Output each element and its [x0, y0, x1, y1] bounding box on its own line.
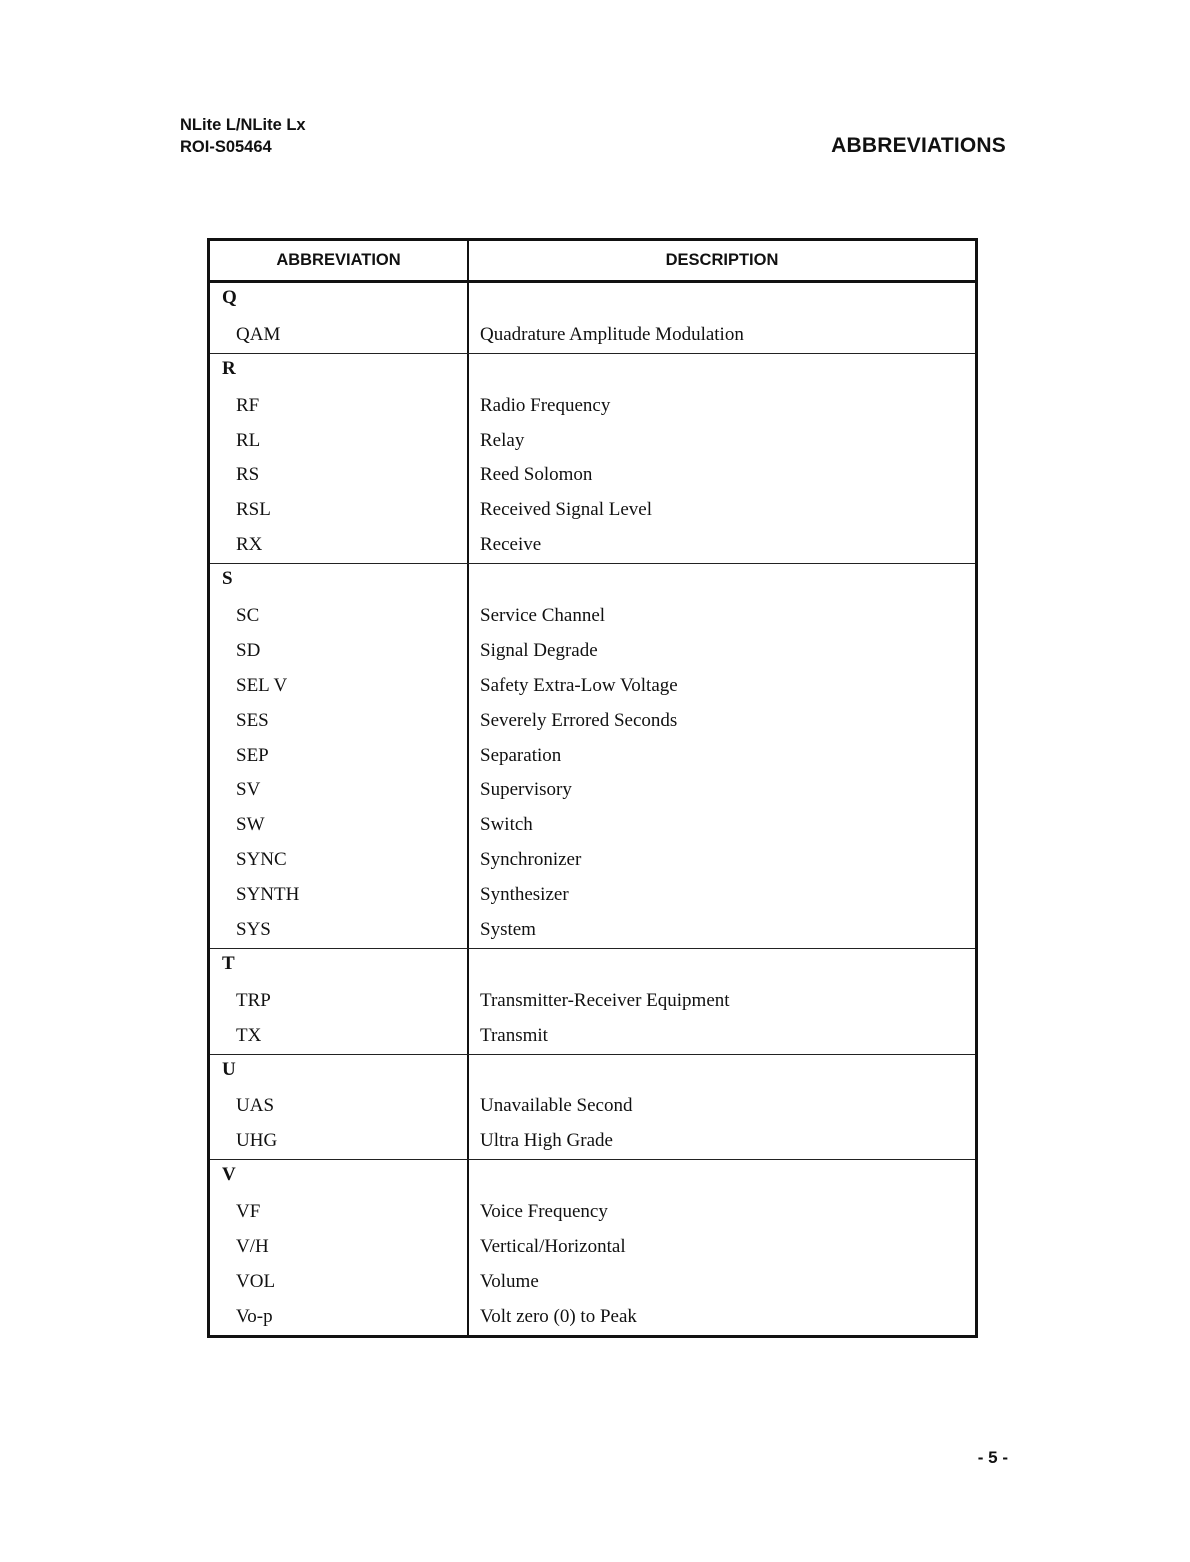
abbreviation-cell: SD [236, 639, 261, 661]
abbreviation-cell: SYNTH [236, 884, 300, 906]
description-cell: Quadrature Amplitude Modulation [480, 323, 744, 345]
abbreviation-cell: TX [236, 1024, 262, 1046]
description-cell: Radio Frequency [480, 394, 611, 416]
letter-group-r [210, 354, 975, 564]
abbreviations-table [207, 238, 978, 1338]
abbreviation-cell: VOL [236, 1270, 276, 1292]
description-column [469, 354, 975, 563]
product-name: NLite L/NLite Lx [180, 116, 306, 134]
description-cell: Ultra High Grade [480, 1130, 613, 1152]
abbreviation-cell: UAS [236, 1095, 275, 1117]
abbreviation-column [210, 283, 469, 353]
abbreviation-column [210, 354, 469, 563]
group-spacer [469, 1055, 975, 1090]
group-letter: S [222, 568, 233, 590]
description-cell: Synchronizer [480, 849, 582, 871]
letter-group-v [210, 1160, 975, 1334]
document-header [180, 114, 306, 158]
description-cell: Service Channel [480, 605, 606, 627]
description-cell: Transmitter-Receiver Equipment [480, 989, 730, 1011]
abbreviation-cell: SYNC [236, 849, 287, 871]
table-body [210, 283, 975, 1335]
abbreviation-cell: RF [236, 394, 260, 416]
letter-group-u [210, 1055, 975, 1161]
group-spacer [469, 354, 975, 389]
description-cell: Received Signal Level [480, 499, 652, 521]
description-cell: Severely Errored Seconds [480, 709, 678, 731]
column-header-abbreviation: ABBREVIATION [210, 241, 469, 280]
description-cell: Safety Extra-Low Voltage [480, 674, 678, 696]
abbreviation-column [210, 1055, 469, 1160]
description-cell: Signal Degrade [480, 639, 598, 661]
abbreviation-cell: RS [236, 464, 260, 486]
abbreviation-cell: TRP [236, 989, 271, 1011]
description-cell: System [480, 919, 536, 941]
abbreviation-cell: RSL [236, 499, 271, 521]
abbreviation-cell: Vo-p [236, 1305, 273, 1327]
group-spacer [469, 949, 975, 984]
abbreviation-cell: SES [236, 709, 269, 731]
abbreviation-cell: RX [236, 534, 263, 556]
group-letter: U [222, 1058, 236, 1080]
abbreviation-column [210, 564, 469, 948]
description-cell: Reed Solomon [480, 464, 593, 486]
abbreviation-column [210, 949, 469, 1054]
description-cell: Receive [480, 534, 542, 556]
page-number: - 5 - [977, 1448, 1008, 1467]
description-cell: Transmit [480, 1024, 548, 1046]
description-cell: Unavailable Second [480, 1095, 633, 1117]
group-letter: V [222, 1164, 236, 1186]
description-cell: Synthesizer [480, 884, 569, 906]
group-letter: Q [222, 287, 237, 308]
section-title: ABBREVIATIONS [831, 134, 1006, 157]
abbreviation-column [210, 1160, 469, 1334]
group-letter: R [222, 357, 236, 379]
description-cell: Volume [480, 1270, 539, 1292]
abbreviation-cell: SC [236, 605, 260, 627]
description-column [469, 1160, 975, 1334]
abbreviation-cell: SV [236, 779, 261, 801]
letter-group-q [210, 283, 975, 354]
group-letter: T [222, 952, 235, 974]
description-cell: Volt zero (0) to Peak [480, 1305, 637, 1327]
abbreviation-cell: SEL V [236, 674, 288, 696]
description-column [469, 1055, 975, 1160]
group-spacer [469, 1160, 975, 1195]
group-spacer [469, 283, 975, 318]
table-header [210, 241, 975, 283]
abbreviation-cell: SW [236, 814, 265, 836]
abbreviation-cell: QAM [236, 323, 281, 345]
description-column [469, 283, 975, 353]
description-cell: Supervisory [480, 779, 572, 801]
abbreviation-cell: VF [236, 1201, 261, 1223]
abbreviation-cell: RL [236, 429, 261, 451]
letter-group-t [210, 949, 975, 1055]
abbreviation-cell: SEP [236, 744, 269, 766]
description-column [469, 949, 975, 1054]
description-cell: Voice Frequency [480, 1201, 608, 1223]
abbreviation-cell: SYS [236, 919, 271, 941]
letter-group-s [210, 564, 975, 949]
description-cell: Separation [480, 744, 562, 766]
description-cell: Relay [480, 429, 525, 451]
abbreviation-cell: UHG [236, 1130, 278, 1152]
description-column [469, 564, 975, 948]
description-cell: Switch [480, 814, 533, 836]
column-header-description: DESCRIPTION [665, 251, 779, 269]
document-id: ROI-S05464 [180, 138, 272, 156]
group-spacer [469, 564, 975, 599]
description-cell: Vertical/Horizontal [480, 1236, 626, 1258]
abbreviation-cell: V/H [236, 1236, 269, 1258]
